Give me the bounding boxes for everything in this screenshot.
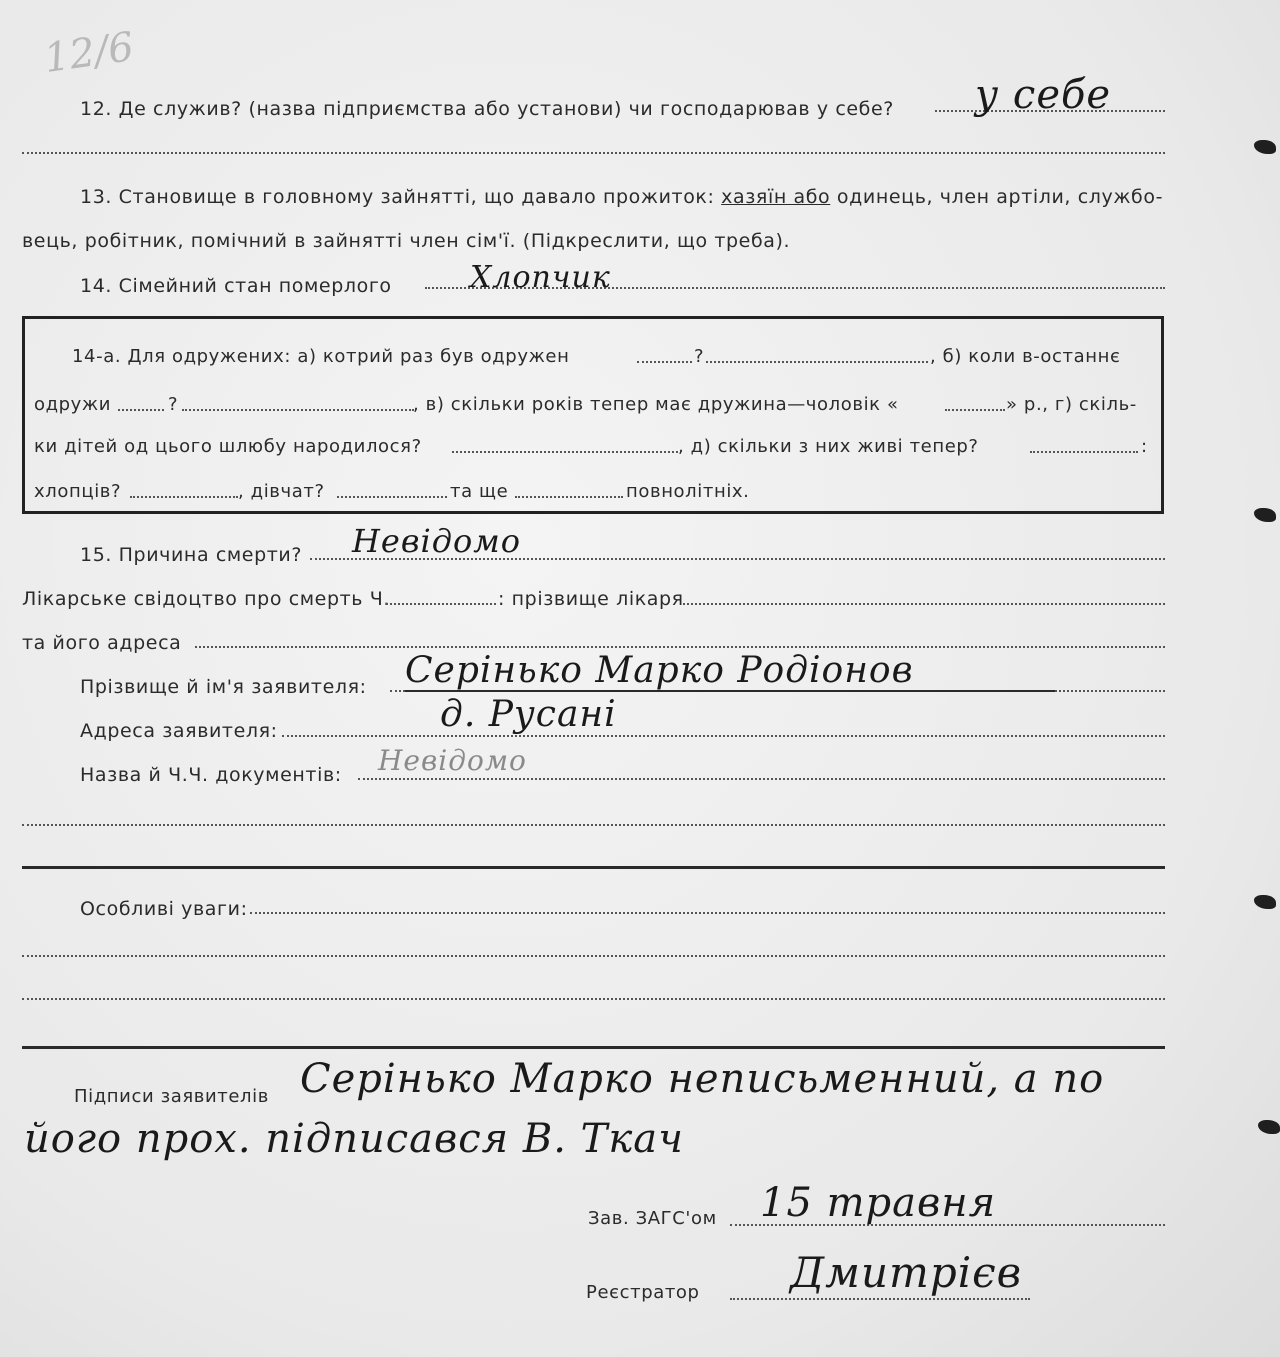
zags-head-label: Зав. ЗАГС'ом (588, 1208, 717, 1229)
signatures-line2: його прох. підписався В. Ткач (24, 1116, 684, 1162)
q14a-line3-a: ки дітей од цього шлюбу народилося? (34, 436, 422, 457)
applicant-name-value: Серінько Марко Родіонов (405, 650, 914, 691)
applicant-address-label: Адреса заявителя: (80, 720, 278, 742)
q14a-line2-c: » р., г) скіль- (1006, 394, 1137, 415)
q14a-line4-blank2 (337, 496, 447, 498)
registrar-value: Дмитрієв (790, 1248, 1023, 1297)
medical-doctor-address-label: та його адреса (22, 632, 182, 654)
q15-answer: Невідомо (352, 522, 522, 560)
q12-extra-line (22, 152, 1165, 154)
q14a-line1-blank2 (706, 361, 928, 363)
applicant-name-underline (405, 690, 1055, 692)
q14a-line3-blank2 (1030, 451, 1138, 453)
q15-label: 15. Причина смерти? (80, 544, 303, 566)
q14a-line2-b: , в) скільки років тепер має дружина—чоловік « (413, 394, 899, 415)
edge-hole-mark (1254, 508, 1276, 522)
medical-doctor-surname-blank (683, 603, 1165, 605)
divider-rule-2 (22, 1046, 1165, 1049)
q14a-line4-b: , дівчат? (238, 481, 325, 502)
q13-line1 (80, 186, 1163, 208)
q14a-line2-q: ? (168, 394, 179, 415)
applicant-extra-line (22, 824, 1165, 826)
q14a-line3-blank1 (452, 451, 678, 453)
divider-rule-1 (22, 866, 1165, 869)
q12-answer: у себе (975, 72, 1112, 118)
remarks-line-3 (22, 998, 1165, 1000)
q14a-line4-d: повнолітніх. (626, 481, 750, 502)
q14-label: 14. Сімейний стан померлого (80, 275, 392, 297)
remarks-line-2 (22, 955, 1165, 957)
q14a-line4-a: хлопців? (34, 481, 122, 502)
applicant-name-label: Прізвище й ім'я заявителя: (80, 676, 367, 698)
remarks-label: Особливі уваги: (80, 898, 248, 920)
q14a-line1-blank1 (637, 361, 692, 363)
applicant-documents-label: Назва й Ч.Ч. документів: (80, 764, 342, 786)
q14a-line4-blank1 (130, 496, 238, 498)
edge-hole-mark (1258, 1120, 1280, 1134)
q14-answer: Хлопчик (470, 260, 611, 295)
q13-line1-b: одинець, член артіли, службо- (830, 186, 1164, 208)
q14a-line1-a: 14-а. Для одружених: а) котрий раз був одружен (72, 346, 570, 367)
q14a-line3-c: : (1141, 436, 1148, 457)
zags-head-value: 15 травня (760, 1180, 997, 1226)
applicant-address-line (282, 735, 1165, 737)
registrar-label: Реєстратор (586, 1282, 700, 1303)
medical-certificate-label: Лікарське свідоцтво про смерть Ч. (22, 588, 390, 610)
q14a-line2-a: одружи (34, 394, 112, 415)
q13-line1-a: 13. Становище в головному зайнятті, що давало прожиток: (80, 186, 722, 208)
applicant-documents-line (358, 778, 1165, 780)
medical-doctor-address-blank (195, 646, 1165, 648)
q13-underlined-option: хазяїн або (721, 186, 831, 208)
medical-certificate-blank (386, 603, 496, 605)
medical-doctor-surname-label: : прізвище лікаря (498, 588, 684, 610)
registrar-line (730, 1298, 1030, 1300)
q14a-line2-blank2 (182, 409, 414, 411)
q14a-line2-blank3 (945, 409, 1005, 411)
applicant-documents-value: Невідомо (378, 744, 527, 777)
edge-hole-mark (1254, 140, 1276, 154)
remarks-line-1 (250, 912, 1165, 914)
signatures-label: Підписи заявителів (74, 1086, 269, 1107)
q14a-line1-q: ? (694, 346, 705, 367)
q12-question: 12. Де служив? (назва підприємства або установи) чи господарював у себе? (80, 98, 894, 120)
applicant-address-value: д. Русані (440, 694, 617, 735)
q14a-line1-b: , б) коли в-останнє (930, 346, 1121, 367)
q14a-line4-blank3 (515, 496, 623, 498)
q14a-line3-b: , д) скільки з них живі тепер? (678, 436, 979, 457)
q14a-line4-c: та ще (450, 481, 509, 502)
q14a-line2-blank1 (118, 409, 164, 411)
corner-number: 12/6 (41, 23, 137, 83)
edge-hole-mark (1254, 895, 1276, 909)
signatures-line1: Серінько Марко неписьменний, а по (300, 1056, 1105, 1102)
q13-line2: вець, робітник, помічний в зайнятті член сім'ї. (Підкреслити, що треба). (22, 230, 791, 252)
